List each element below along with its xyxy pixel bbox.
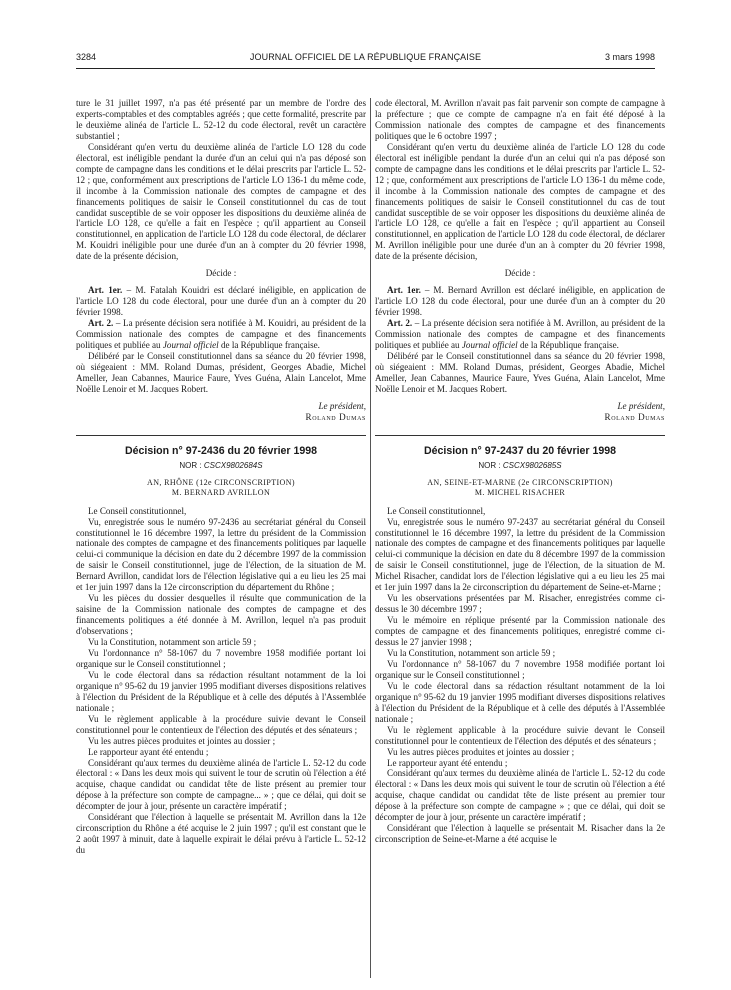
- right-column: [375, 98, 665, 845]
- signature-title: Le président,: [318, 400, 366, 411]
- article-text: de la République française.: [218, 340, 320, 351]
- section-rule: [76, 435, 366, 436]
- decision-title: Décision n° 97-2436 du 20 février 1998: [124, 444, 318, 457]
- article-label: Art. 1er.: [88, 285, 123, 296]
- nor-code: CSCX9802685S: [502, 460, 562, 470]
- article-2: [76, 318, 366, 351]
- body-paragraph: Vu le code électoral dans sa rédaction résultant notamment de la loi organique n° 95-62 du 19 janvier 1995 modifiant diverses dispositions relatives à l'élection du Président de la République et à celle des députés à l'Assemblée nationale ;: [375, 680, 665, 724]
- body-paragraph: Vu le règlement applicable à la procédure suivie devant le Conseil constitutionnel pour le contentieux de l'élection des députés et des sénateurs ;: [375, 724, 665, 746]
- body-paragraph: Vu les autres pièces produites et jointes au dossier ;: [88, 735, 276, 746]
- body-paragraph: Considérant que l'élection à laquelle se présentait M. Risacher dans la 2e circonscription de Seine-et-Marne a été acquise le: [375, 823, 665, 845]
- candidate-name: M. BERNARD AVRILLON: [171, 487, 271, 497]
- body-paragraph: Vu le code électoral dans sa rédaction résultant notamment de la loi organique n° 95-62 du 19 janvier 1995 modifiant diverses dispositions relatives à l'élection du Président de la République et à celle des députés à l'Assemblée nationale ;: [76, 669, 366, 713]
- decision-body: [375, 506, 665, 846]
- body-paragraph: Vu l'ordonnance n° 58-1067 du 7 novembre 1958 modifiée portant loi organique sur le Conseil constitutionnel ;: [76, 647, 366, 669]
- signature-name: Roland Dumas: [305, 411, 366, 422]
- section-rule: [375, 435, 665, 436]
- nor-code: CSCX9802684S: [203, 460, 263, 470]
- article-label: Art. 2.: [387, 318, 413, 329]
- paragraph: Considérant qu'en vertu du deuxième alinéa de l'article LO 128 du code électoral est inéligible pendant la durée d'un an celui qui n'a pas déposé son compte de campagne dans les conditions et le délai prescrits par l'article L. 52-12 ; que, conformément aux prescriptions de l'article LO 136-1 du même code, il incombe à la Commission nationale des comptes de campagne et des financements politiques de saisir le Conseil constitutionnel du cas de tout candidat susceptible de se voir opposer les dispositions du deuxième alinéa de l'article LO 128, ce qu'elle a fait en l'espèce ; qu'il appartient au Conseil constitutionnel, en application de l'article LO 128 du code électoral, de déclarer M. Avrillon inéligible pour une durée d'un an à compter du 20 février 1998, date de la présente décision,: [375, 141, 665, 262]
- decide-heading: Décide :: [205, 268, 237, 279]
- nor-reference: [76, 461, 366, 472]
- body-paragraph: Le Conseil constitutionnel,: [88, 505, 187, 516]
- article-label: Art. 2.: [88, 318, 114, 329]
- nor-label: NOR :: [179, 460, 204, 470]
- candidate-name: M. MICHEL RISACHER: [474, 487, 566, 497]
- decision-body: [76, 506, 366, 857]
- paragraph: code électoral, M. Avrillon n'avait pas fait parvenir son compte de campagne à la préfecture ; que ce compte de campagne n'a en fait été déposé à la Commission nationale des comptes de campagne et des financements politiques que le 6 octobre 1997 ;: [375, 98, 665, 141]
- body-paragraph: Le rapporteur ayant été entendu ;: [387, 757, 508, 768]
- paragraph: Considérant qu'en vertu du deuxième alinéa de l'article LO 128 du code électoral, est inéligible pendant la durée d'un an celui qui n'a pas déposé son compte de campagne dans les conditions et le délai prescrits par l'article L. 52-12 ; que, conformément aux prescriptions de l'article LO 136-1 du même code, il incombe à la Commission nationale des comptes de campagne et des financements politiques de saisir le Conseil constitutionnel du cas de tout candidat susceptible de se voir opposer les dispositions du deuxième alinéa de l'article LO 128, ce qu'elle a fait en l'espèce ; qu'il appartient au Conseil constitutionnel, en application de l'article LO 128 du code électoral, de déclarer M. Kouidri inéligible pour une durée d'un an à compter du 20 février 1998, date de la présente décision,: [76, 141, 366, 262]
- issue-date: 3 mars 1998: [604, 52, 655, 62]
- article-text: de la République française.: [517, 340, 619, 351]
- body-paragraph: Le rapporteur ayant été entendu ;: [88, 746, 209, 757]
- journal-name: Journal officiel: [162, 340, 219, 351]
- decide-heading: Décide :: [504, 268, 536, 279]
- page-number: 3284: [76, 52, 97, 62]
- paragraph: ture le 31 juillet 1997, n'a pas été présenté par un membre de l'ordre des experts-comptables et des comptables agréés ; que cette formalité, prescrite par le deuxième alinéa de l'article L. 52-12 du code électoral, revêt un caractère substantiel ;: [76, 98, 366, 141]
- constituency: AN, SEINE-ET-MARNE (2e CIRCONSCRIPTION): [427, 477, 613, 487]
- body-paragraph: Vu, enregistrée sous le numéro 97-2436 au secrétariat général du Conseil constitutionnel le 16 décembre 1997, la lettre du président de la Commission nationale des comptes de campagne et des financements politiques par laquelle celui-ci communique la décision en date du 2 décembre 1997 de la commission de saisir le Conseil constitutionnel, juge de l'élection, de la situation de M. Bernard Avrillon, candidat lors de l'élection législative qui a eu lieu les 25 mai et 1er juin 1997 dans la 12e circonscription du département du Rhône ;: [76, 516, 366, 593]
- nor-reference: [375, 461, 665, 472]
- article-1: [375, 285, 665, 318]
- body-paragraph: Considérant que l'élection à laquelle se présentait M. Avrillon dans la 12e circonscription du Rhône a été acquise le 2 juin 1997 ; qu'il est constant que le 2 août 1997 à minuit, date à laquelle expirait le délai prévu à l'article L. 52-12 du: [76, 812, 366, 856]
- deliberation: Délibéré par le Conseil constitutionnel dans sa séance du 20 février 1998, où siégeaient : MM. Roland Dumas, président, Georges Abadie, Michel Ameller, Jean Cabannes, Maurice Faure, Yves Guéna, Alain Lancelot, Mme Noëlle Lenoir et M. Jacques Robert.: [375, 350, 665, 394]
- article-1: [76, 285, 366, 318]
- body-paragraph: Vu les pièces du dossier desquelles il résulte que communication de la saisine de la Commission nationale des comptes de campagne et des financements politiques a été donnée à M. Avrillon, lequel n'a pas produit d'observations ;: [76, 593, 366, 637]
- article-text: – M. Bernard Avrillon est déclaré inéligible, en application de l'article LO 128 du code électoral, pour une durée d'un an à compter du 20 février 1998.: [375, 285, 665, 318]
- decision-heading: [375, 478, 665, 498]
- body-paragraph: Vu les autres pièces produites et jointes au dossier ;: [387, 746, 575, 757]
- body-paragraph: Considérant qu'aux termes du deuxième alinéa de l'article L. 52-12 du code électoral : « Dans les deux mois qui suivent le tour de scrutin où l'élection a été acquise, chaque candidat ou candidat tête de liste présent au premier tour dépose à la préfecture son compte de campagne... » ; que ce délai, qui doit se décompter de jour à jour, présente un caractère impératif ;: [76, 757, 366, 812]
- article-label: Art. 1er.: [387, 285, 421, 296]
- body-paragraph: Vu l'ordonnance n° 58-1067 du 7 novembre 1958 modifiée portant loi organique sur le Conseil constitutionnel ;: [375, 658, 665, 680]
- signature-title: Le président,: [617, 400, 665, 411]
- body-paragraph: Vu la Constitution, notamment son article 59 ;: [387, 647, 556, 658]
- body-paragraph: Le Conseil constitutionnel,: [387, 505, 486, 516]
- page-header: [76, 52, 655, 66]
- body-paragraph: Vu la Constitution, notamment son article 59 ;: [88, 637, 257, 648]
- article-text: – La présente décision sera notifiée à M. Avrillon, au président de la Commission nationale des comptes de campagne et des financements politiques et publiée au: [375, 318, 666, 351]
- decision-heading: [76, 478, 366, 498]
- constituency: AN, RHÔNE (12e CIRCONSCRIPTION): [147, 477, 295, 487]
- journal-name: Journal officiel: [461, 340, 518, 351]
- signature-name: Roland Dumas: [604, 411, 665, 422]
- header-rule: [76, 68, 655, 69]
- article-text: – M. Fatalah Kouidri est déclaré inéligible, en application de l'article LO 128 du code électoral, pour une durée d'un an à compter du 20 février 1998.: [76, 285, 366, 318]
- body-paragraph: Considérant qu'aux termes du deuxième alinéa de l'article L. 52-12 du code électoral : « Dans les deux mois qui suivent le tour de scrutin où l'élection a été acquise, chaque candidat ou candidat tête de liste présent au premier tour dépose à la préfecture son compte de campagne » ; que ce délai, qui doit se décompter de jour à jour, présente un caractère impératif ;: [375, 768, 665, 823]
- body-paragraph: Vu les observations présentées par M. Risacher, enregistrées comme ci-dessus le 30 décembre 1997 ;: [375, 593, 665, 615]
- article-2: [375, 318, 665, 351]
- article-text: – La présente décision sera notifiée à M. Kouidri, au président de la Commission nationale des comptes de campagne et des financements politiques et publiée au: [76, 318, 367, 351]
- body-paragraph: Vu, enregistrée sous le numéro 97-2437 au secrétariat général du Conseil constitutionnel le 16 décembre 1997, la lettre du président de la Commission nationale des comptes de campagne et des financements politiques par laquelle celui-ci communique la décision en date du 8 décembre 1997 de la commission de saisir le Conseil constitutionnel, juge de l'élection, de la situation de M. Michel Risacher, candidat lors de l'élection législative qui a eu lieu les 25 mai et 1er juin 1997 dans la 2e circonscription du département de Seine-et-Marne ;: [375, 516, 665, 593]
- body-paragraph: Vu le règlement applicable à la procédure suivie devant le Conseil constitutionnel pour le contentieux de l'élection des députés et des sénateurs ;: [76, 713, 366, 735]
- body-paragraph: Vu le mémoire en réplique présenté par la Commission nationale des comptes de campagne et des financements politiques, enregistré comme ci-dessus le 27 janvier 1998 ;: [375, 615, 665, 648]
- deliberation: Délibéré par le Conseil constitutionnel dans sa séance du 20 février 1998, où siégeaient : MM. Roland Dumas, président, Georges Abadie, Michel Ameller, Jean Cabannes, Maurice Faure, Yves Guéna, Alain Lancelot, Mme Noëlle Lenoir et M. Jacques Robert.: [76, 350, 366, 394]
- column-divider: [370, 98, 371, 978]
- nor-label: NOR :: [478, 460, 503, 470]
- decision-title: Décision n° 97-2437 du 20 février 1998: [423, 444, 617, 457]
- left-column: [76, 98, 366, 856]
- journal-title: JOURNAL OFFICIEL DE LA RÉPUBLIQUE FRANÇAISE: [249, 52, 482, 62]
